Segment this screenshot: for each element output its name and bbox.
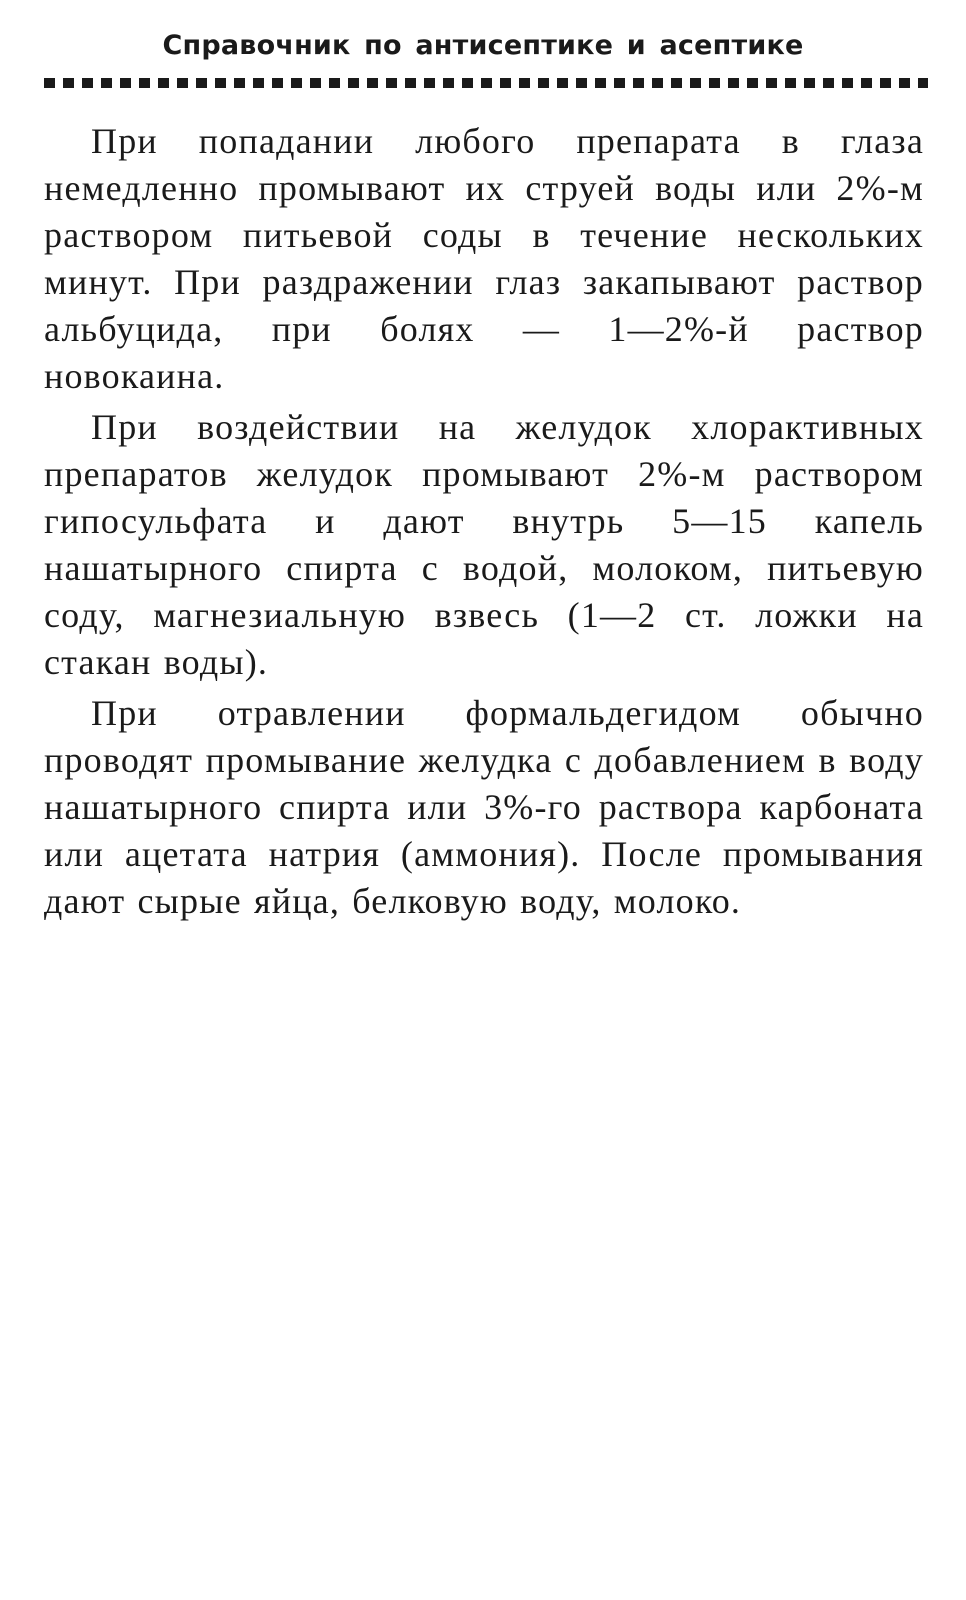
text-body bbox=[44, 118, 924, 929]
paragraph-formaldehyde: При отравлении формальдегидом обычно проводят промывание желудка с добавлением в воду нашатырного спирта или 3%-го раствора карбоната или ацетата натрия (аммония). После промывания дают сырые яйца, белковую воду, молоко. bbox=[44, 693, 924, 921]
dotted-divider bbox=[44, 78, 928, 88]
running-head-title: Справочник по антисептике и асептике bbox=[162, 30, 804, 61]
paragraph-eyes: При попадании любого препарата в глаза немедленно промывают их струей воды или 2%-м раствором питьевой соды в течение нескольких минут. При раздражении глаз закапывают раствор альбуцида, при болях — 1—2%-й раствор новокаина. bbox=[44, 121, 924, 396]
paragraph-stomach-chlorine: При воздействии на желудок хлорактивных препаратов желудок промывают 2%-м раствором гипосульфата и дают внутрь 5—15 капель нашатырного спирта с водой, молоком, питьевую соду, магнезиальную взвесь (1—2 ст. ложки на стакан воды). bbox=[44, 407, 924, 682]
